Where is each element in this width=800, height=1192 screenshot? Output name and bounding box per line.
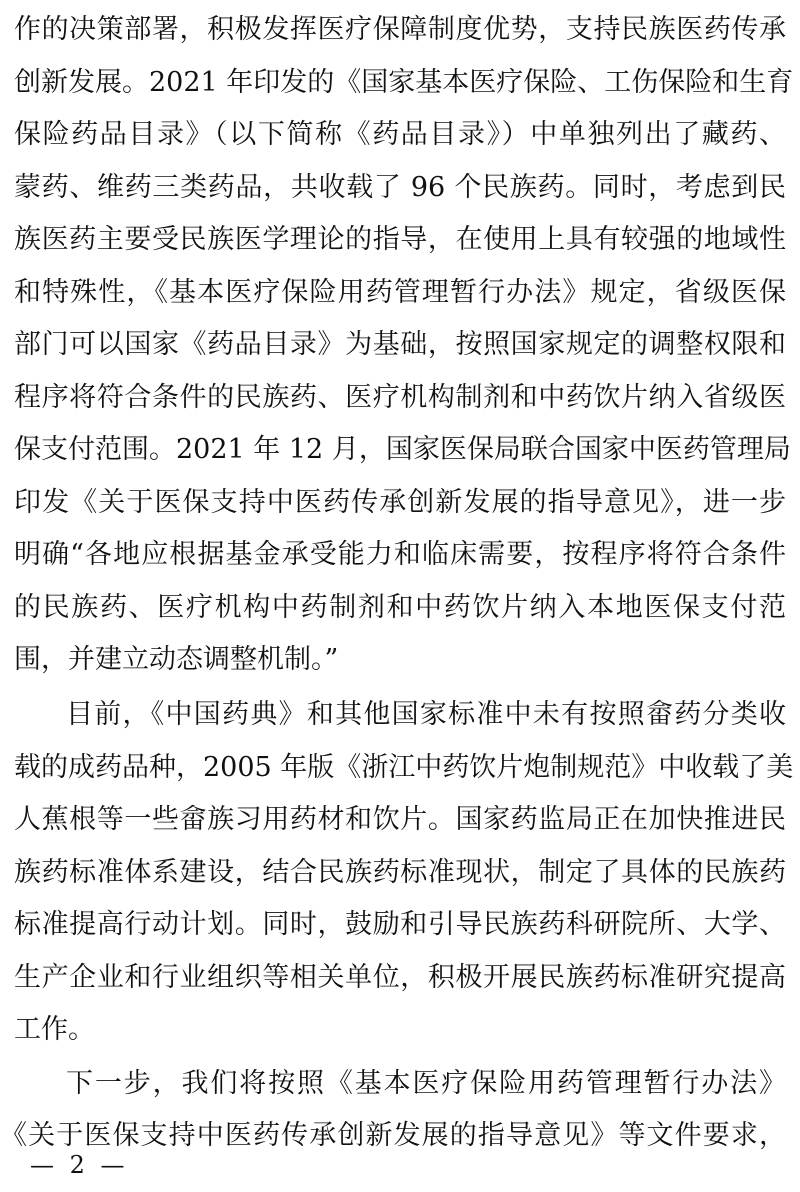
paragraph-1-line-9: 保支付范围。2021 年 12 月，国家医保局联合国家中医药管理局 [14,434,791,465]
paragraph-2-line-2: 载的成药品种，2005 年版《浙江中药饮片炮制规范》中收载了美 [14,752,794,783]
paragraph-3-line-2: 《关于医保支持中医药传承创新发展的指导意见》等文件要求， [0,1120,786,1151]
paragraph-1-line-11: 明确“各地应根据基金承受能力和临床需要，按程序将符合条件 [14,539,786,570]
paragraph-1-line-12: 的民族药、医疗机构中药制剂和中药饮片纳入本地医保支付范 [14,592,786,623]
paragraph-2-line-4: 族药标准体系建设，结合民族药标准现状，制定了具体的民族药 [14,857,786,888]
paragraph-1-line-5: 族医药主要受民族医学理论的指导，在使用上具有较强的地域性 [14,224,786,255]
paragraph-2-line-3: 人蕉根等一些畲族习用药材和饮片。国家药监局正在加快推进民 [14,804,786,835]
paragraph-2-line-7: 工作。 [14,1014,95,1045]
paragraph-2-line-6: 生产企业和行业组织等相关单位，积极开展民族药标准研究提高 [14,962,786,993]
paragraph-1-line-2: 创新发展。2021 年印发的《国家基本医疗保险、工伤保险和生育 [14,67,794,98]
paragraph-2-line-5: 标准提高行动计划。同时，鼓励和引导民族药科研院所、大学、 [14,909,786,940]
paragraph-1-line-7: 部门可以国家《药品目录》为基础，按照国家规定的调整权限和 [14,329,786,360]
paragraph-1-line-4: 蒙药、维药三类药品，共收载了 96 个民族药。同时，考虑到民 [14,172,786,203]
paragraph-1-line-1: 作的决策部署，积极发挥医疗保障制度优势，支持民族医药传承 [14,14,786,45]
paragraph-1-line-13: 围，并建立动态调整机制。” [14,644,339,675]
paragraph-1-line-6: 和特殊性，《基本医疗保险用药管理暂行办法》规定，省级医保 [14,277,786,308]
paragraph-3-line-1: 下一步，我们将按照《基本医疗保险用药管理暂行办法》 [66,1068,786,1099]
paragraph-1-line-10: 印发《关于医保支持中医药传承创新发展的指导意见》，进一步 [14,487,786,518]
page-number: — 2 — [30,1151,129,1179]
paragraph-2-line-1: 目前，《中国药典》和其他国家标准中未有按照畲药分类收 [66,699,786,730]
paragraph-1-line-8: 程序将符合条件的民族药、医疗机构制剂和中药饮片纳入省级医 [14,382,786,413]
paragraph-1-line-3: 保险药品目录》（以下简称《药品目录》）中单独列出了藏药、 [14,119,786,150]
